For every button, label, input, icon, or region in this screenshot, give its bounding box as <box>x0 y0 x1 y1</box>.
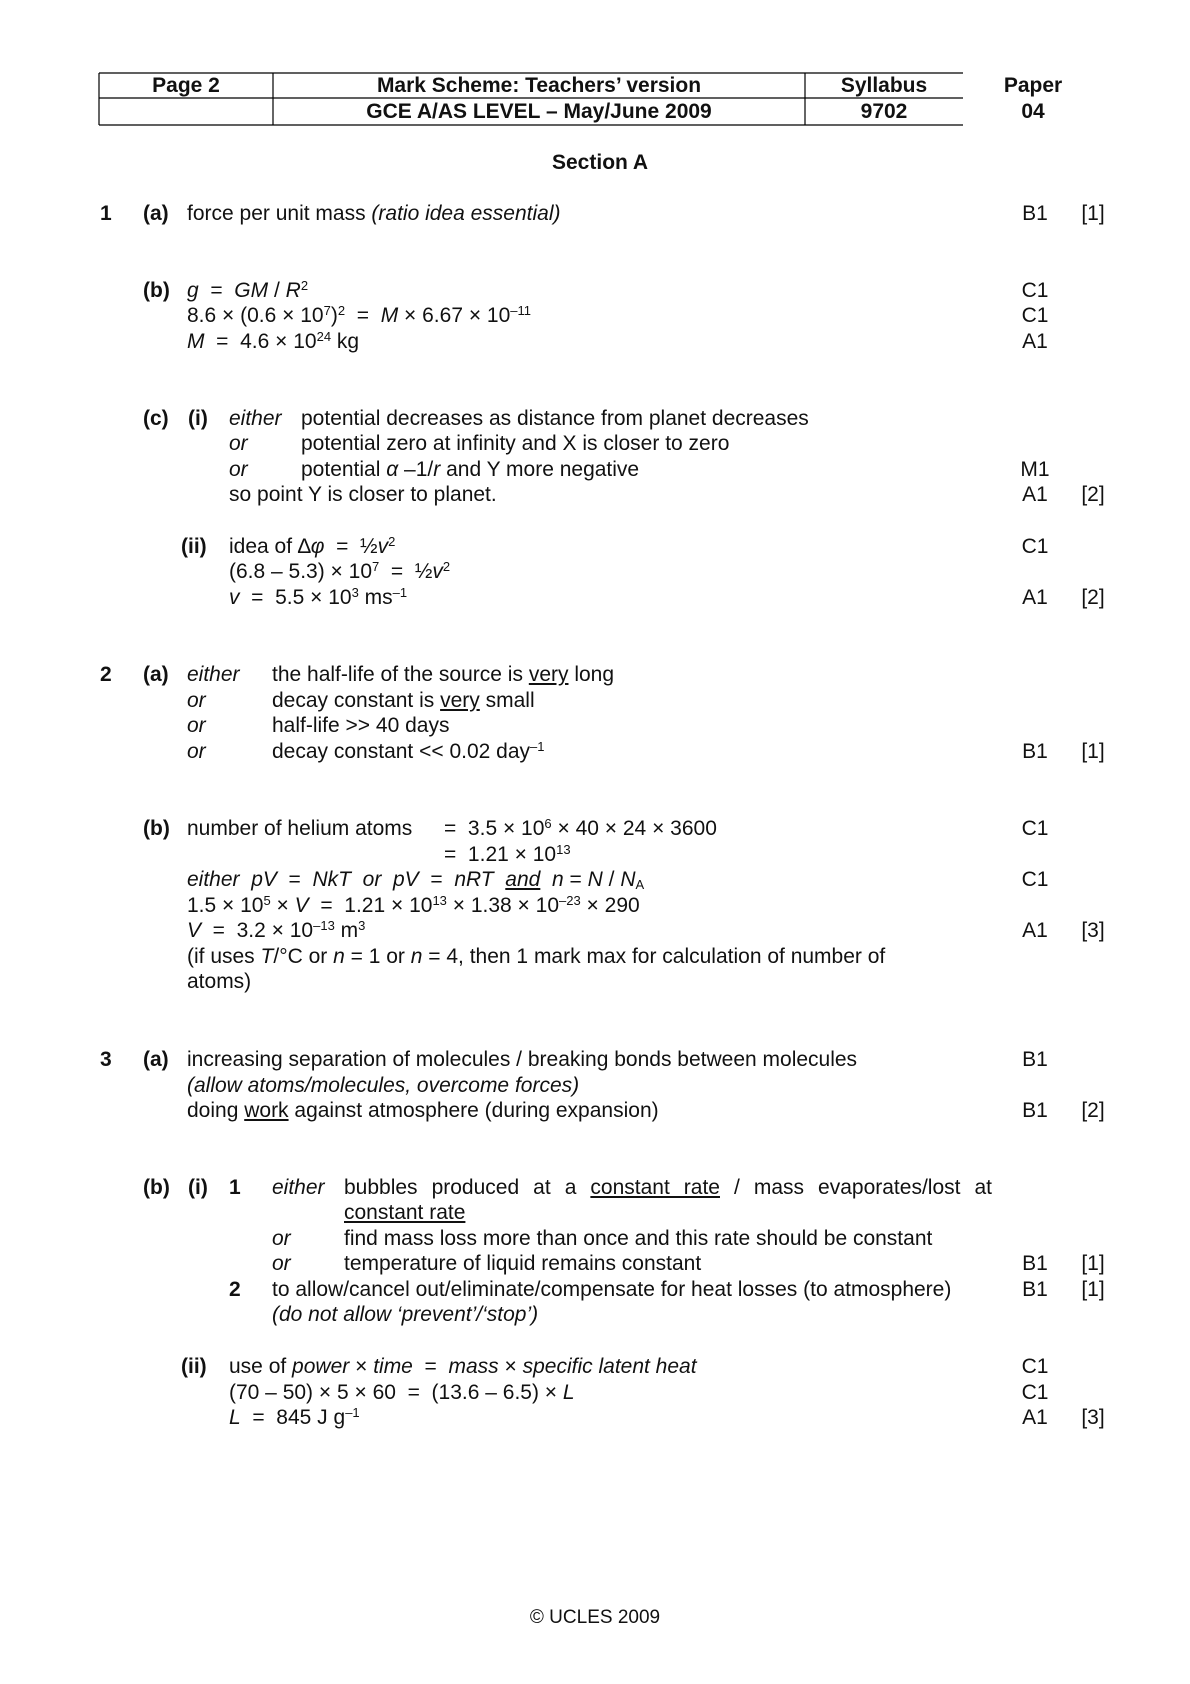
subpart-label-3bi: (i) <box>188 1176 208 1199</box>
total-1cii: [2] <box>1081 586 1105 609</box>
answer-1ci-line3: potential α –1/r and Y more negative <box>301 458 640 481</box>
answer-2a-line1-post: long <box>568 663 615 686</box>
answer-3bi-line2: constant rate <box>344 1201 466 1224</box>
word-or-2a-3: or <box>187 740 206 763</box>
formula-1cii-line2: $(6.8 - 5.3) \times 10^7$ = $\frac{1}{2}v^2$ <box>229 559 451 583</box>
header-subtitle: GCE A/AS LEVEL – May/June 2009 <box>366 100 712 123</box>
formula-1cii-line3: $v = 5.5 \times 10^3$ $ms^{-1}$ <box>229 585 408 609</box>
part-label-2b: (b) <box>143 817 170 840</box>
mark-1a: B1 <box>1022 202 1048 225</box>
mark-1ci-1: M1 <box>1020 458 1050 481</box>
answer-1ci-line4: so point Y is closer to planet. <box>229 483 497 506</box>
word-or-1ci-1: or <box>229 432 248 455</box>
total-1ci: [2] <box>1081 483 1105 506</box>
word-or-2a-2: or <box>187 714 206 737</box>
formula-2b-line1: = $3.5 \times 10^6 \times 40 \times 24 \times 3600$ <box>444 816 717 840</box>
answer-3a-line3-post: against atmosphere (during expansion) <box>288 1099 659 1122</box>
answer-3a-line1: increasing separation of molecules / breaking bonds between molecules <box>187 1048 858 1071</box>
total-3a: [2] <box>1081 1099 1105 1122</box>
formula-3bii-line1: use of power × time = mass × specific latent heat <box>229 1355 697 1378</box>
section-title: Section A <box>552 151 649 174</box>
answer-3bi-line1-pre: bubbles produced at a <box>344 1176 591 1199</box>
answer-1ci-line1: potential decreases as distance from planet decreases <box>301 407 809 430</box>
answer-2b-note-line1: (if uses T/°C or n = 1 or n = 4, then 1 mark max for calculation of number of <box>187 945 886 968</box>
footer-copyright: © UCLES 2009 <box>529 1607 661 1628</box>
answer-3bi-line1-underlined: constant rate <box>590 1176 720 1199</box>
subpart-label-1ci: (i) <box>188 407 208 430</box>
formula-1cii-line1: idea of $\Delta\varphi = \frac{1}{2}v^2$ <box>229 534 396 558</box>
item-label-3bi-1: 1 <box>229 1176 241 1199</box>
word-or-3bi-2: or <box>272 1252 291 1275</box>
mark-1b-1: C1 <box>1021 279 1049 302</box>
part-label-3b: (b) <box>143 1176 170 1199</box>
part-label-3a: (a) <box>143 1048 169 1071</box>
mark-3bii-3: A1 <box>1022 1406 1048 1429</box>
mark-2a: B1 <box>1022 740 1048 763</box>
subpart-label-1cii: (ii) <box>181 535 207 558</box>
part-label-1b: (b) <box>143 279 170 302</box>
header-paper-label: Paper <box>1003 74 1063 97</box>
mark-3a-2: B1 <box>1022 1099 1048 1122</box>
answer-1ci-line2: potential zero at infinity and X is closer to zero <box>301 432 730 455</box>
mark-1cii-2: A1 <box>1022 586 1048 609</box>
formula-1b-line2: $8.6 \times (0.6 \times 10^7)^2 = M \times 6.67 \times 10^{-11}$ <box>187 303 532 327</box>
mark-3bi-2: B1 <box>1022 1278 1048 1301</box>
total-3bii: [3] <box>1081 1406 1105 1429</box>
total-3bi-2: [1] <box>1081 1278 1105 1301</box>
mark-2b-2: C1 <box>1021 868 1049 891</box>
answer-2a-line2-post: small <box>479 689 535 712</box>
mark-2b-1: C1 <box>1021 817 1049 840</box>
answer-3bi-line3: find mass loss more than once and this rate should be constant <box>344 1227 933 1250</box>
subpart-label-3bii: (ii) <box>181 1355 207 1378</box>
word-or-1ci-2: or <box>229 458 248 481</box>
header-page: Page 2 <box>152 74 220 97</box>
header-paper-value: 04 <box>1021 100 1045 123</box>
part-label-2a: (a) <box>143 663 169 686</box>
mark-2b-3: A1 <box>1022 919 1048 942</box>
word-either-3bi: either <box>272 1176 325 1199</box>
answer-2a-line1-underlined: very <box>528 663 569 686</box>
formula-2b-line3: either pV = NkT or pV = nRT and $n = N / N_A$ <box>187 868 645 892</box>
total-3bi-1: [1] <box>1081 1252 1105 1275</box>
answer-2b-note-line2: atoms) <box>187 970 252 993</box>
answer-3bi-line1 <box>344 1176 992 1200</box>
mark-3bii-2: C1 <box>1021 1381 1049 1404</box>
answer-2a-line2-pre: decay constant is <box>272 689 441 712</box>
formula-1b-line1: g = GM / $R^2$ <box>187 278 309 302</box>
mark-3bi-1: B1 <box>1022 1252 1048 1275</box>
answer-3a-line2: (allow atoms/molecules, overcome forces) <box>187 1074 580 1097</box>
word-or-3bi-1: or <box>272 1227 291 1250</box>
question-number-3: 3 <box>100 1048 112 1071</box>
formula-2b-line2: = $1.21 \times 10^{13}$ <box>444 842 571 866</box>
word-either-1ci: either <box>229 407 282 430</box>
answer-3bi-2-line2: (do not allow ‘prevent’/‘stop’) <box>272 1303 539 1326</box>
formula-2b-line5: $V = 3.2 \times 10^{-13}$ $m^3$ <box>187 918 366 942</box>
mark-1b-3: A1 <box>1022 330 1048 353</box>
formula-3bii-line3: L = 845 J $g^{-1}$ <box>229 1405 360 1429</box>
mark-1cii-1: C1 <box>1021 535 1049 558</box>
answer-2a-line3: half-life >> 40 days <box>272 714 450 737</box>
mark-1ci-2: A1 <box>1022 483 1048 506</box>
mark-3bii-1: C1 <box>1021 1355 1049 1378</box>
answer-3a-line3 <box>187 1099 659 1123</box>
answer-3bi-2-line1: to allow/cancel out/eliminate/compensate for heat losses (to atmosphere) <box>272 1278 952 1301</box>
header-syllabus-label: Syllabus <box>840 74 928 97</box>
answer-2a-line1 <box>272 663 614 687</box>
answer-1a-note: (ratio idea essential) <box>371 202 561 225</box>
item-label-3bi-2: 2 <box>229 1278 241 1301</box>
answer-3a-line3-pre: doing <box>187 1099 245 1122</box>
formula-3bii-line2: (70 – 50) × 5 × 60 = (13.6 – 6.5) × L <box>229 1381 575 1404</box>
header-syllabus-value: 9702 <box>860 100 908 123</box>
answer-1a-text: force per unit mass <box>187 202 372 225</box>
answer-2a-line4: decay constant << 0.02 day$^{-1}$ <box>272 739 545 763</box>
header-title: Mark Scheme: Teachers’ version <box>376 74 702 97</box>
answer-2a-line2 <box>272 689 535 713</box>
mark-1b-2: C1 <box>1021 304 1049 327</box>
word-or-2a-1: or <box>187 689 206 712</box>
part-label-1c: (c) <box>143 407 169 430</box>
answer-3bi-line1-post: / mass evaporates/lost at <box>719 1176 992 1199</box>
word-either-2a: either <box>187 663 240 686</box>
answer-2b-label: number of helium atoms <box>187 817 413 840</box>
part-label-1a: (a) <box>143 202 169 225</box>
answer-2a-line1-pre: the half-life of the source is <box>272 663 529 686</box>
mark-3a-1: B1 <box>1022 1048 1048 1071</box>
total-1a: [1] <box>1081 202 1105 225</box>
answer-1a <box>187 202 561 226</box>
answer-2a-line2-underlined: very <box>440 689 480 712</box>
answer-3a-line3-underlined: work <box>244 1099 289 1122</box>
question-number-1: 1 <box>100 202 112 225</box>
total-2b: [3] <box>1081 919 1105 942</box>
answer-3bi-line4: temperature of liquid remains constant <box>344 1252 702 1275</box>
total-2a: [1] <box>1081 740 1105 763</box>
formula-2b-line4: $1.5 \times 10^5 \times V = 1.21 \times 10^{13} \times 1.38 \times 10^{-23} \times 290$ <box>187 893 640 917</box>
question-number-2: 2 <box>100 663 112 686</box>
formula-1b-line3: $M = 4.6 \times 10^{24}$ kg <box>187 329 360 353</box>
